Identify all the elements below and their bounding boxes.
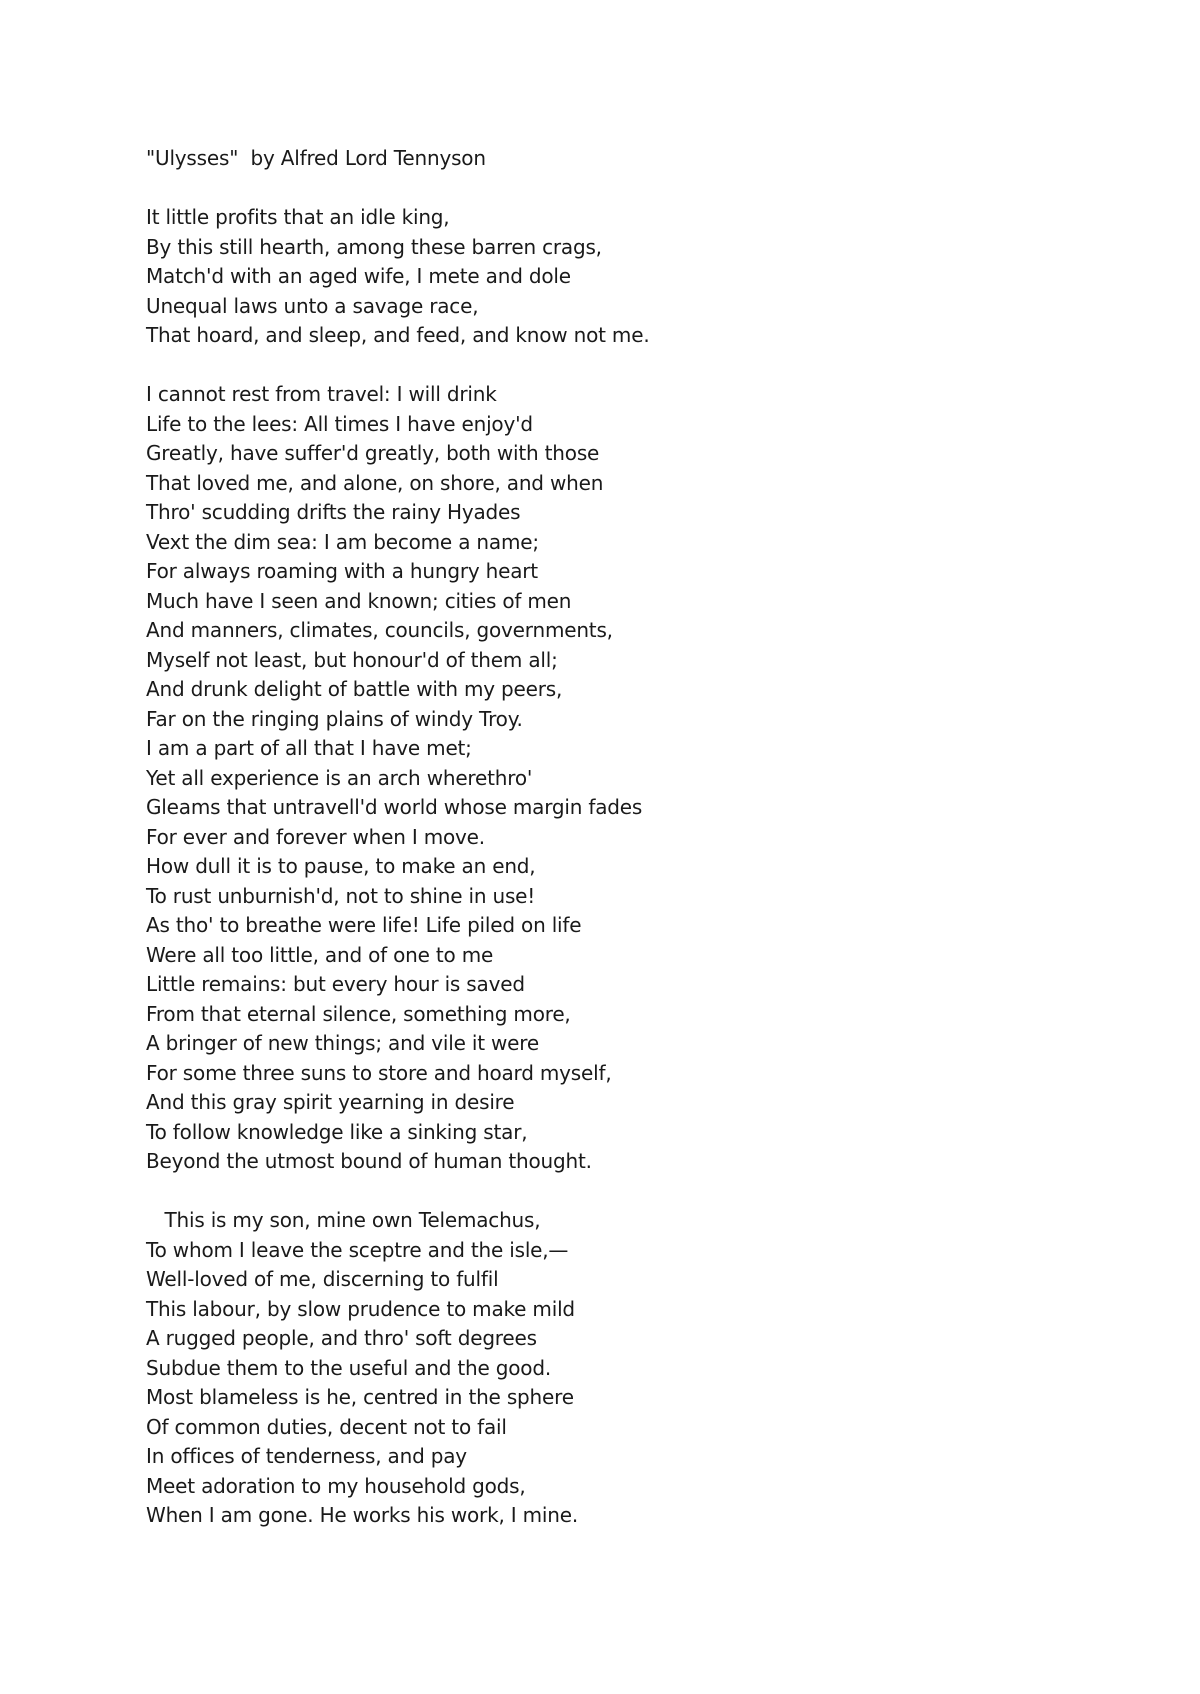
poem-line: Thro' scudding drifts the rainy Hyades bbox=[146, 500, 521, 524]
poem-line: Gleams that untravell'd world whose margin fades bbox=[146, 795, 643, 819]
poem-line: I cannot rest from travel: I will drink bbox=[146, 382, 497, 406]
poem-body bbox=[146, 144, 1106, 1531]
poem-title: "Ulysses" by Alfred Lord Tennyson bbox=[146, 146, 486, 170]
poem-line: As tho' to breathe were life! Life piled on life bbox=[146, 913, 582, 937]
poem-line: I am a part of all that I have met; bbox=[146, 736, 472, 760]
poem-line: Subdue them to the useful and the good. bbox=[146, 1355, 551, 1380]
poem-line: By this still hearth, among these barren crags, bbox=[146, 234, 602, 259]
poem-line: And this gray spirit yearning in desire bbox=[146, 1090, 515, 1114]
poem-line: When I am gone. He works his work, I mine. bbox=[146, 1503, 579, 1527]
poem-line: It little profits that an idle king, bbox=[146, 205, 450, 229]
poem-line: Most blameless is he, centred in the sphere bbox=[146, 1385, 574, 1409]
poem-line: For always roaming with a hungry heart bbox=[146, 559, 538, 583]
poem-line: That loved me, and alone, on shore, and when bbox=[146, 470, 604, 495]
poem-line: Myself not least, but honour'd of them all; bbox=[146, 647, 558, 672]
poem-line: Well-loved of me, discerning to fulfil bbox=[146, 1267, 499, 1291]
poem-line: A rugged people, and thro' soft degrees bbox=[146, 1326, 537, 1350]
poem-line: How dull it is to pause, to make an end, bbox=[146, 854, 536, 878]
poem-line: Life to the lees: All times I have enjoy'd bbox=[146, 411, 533, 436]
poem-line: Of common duties, decent not to fail bbox=[146, 1414, 507, 1439]
poem-line: For some three suns to store and hoard myself, bbox=[146, 1060, 612, 1085]
poem-line: To whom I leave the sceptre and the isle,— bbox=[146, 1237, 569, 1262]
stanza-1 bbox=[146, 203, 1106, 351]
poem-line: Vext the dim sea: I am become a name; bbox=[146, 529, 539, 554]
poem-line: A bringer of new things; and vile it were bbox=[146, 1031, 539, 1055]
poem-line: Yet all experience is an arch wherethro' bbox=[146, 765, 533, 790]
poem-line: Beyond the utmost bound of human thought. bbox=[146, 1149, 592, 1173]
poem-line: And manners, climates, councils, governments, bbox=[146, 618, 613, 642]
poem-line: Match'd with an aged wife, I mete and dole bbox=[146, 264, 571, 288]
poem-line: For ever and forever when I move. bbox=[146, 824, 485, 849]
poem-line: This labour, by slow prudence to make mild bbox=[146, 1296, 575, 1321]
poem-line: In offices of tenderness, and pay bbox=[146, 1444, 467, 1468]
poem-line: That hoard, and sleep, and feed, and know not me. bbox=[146, 323, 650, 347]
poem-line: From that eternal silence, something more, bbox=[146, 1001, 571, 1026]
poem-line: This is my son, mine own Telemachus, bbox=[146, 1208, 541, 1232]
stanza-3 bbox=[146, 1206, 1106, 1531]
poem-line: Were all too little, and of one to me bbox=[146, 942, 494, 967]
poem-line: Greatly, have suffer'd greatly, both with those bbox=[146, 441, 600, 465]
poem-line: Much have I seen and known; cities of men bbox=[146, 588, 572, 613]
poem-line: Unequal laws unto a savage race, bbox=[146, 293, 479, 318]
poem-line: Little remains: but every hour is saved bbox=[146, 972, 525, 996]
poem-line: Far on the ringing plains of windy Troy. bbox=[146, 706, 523, 731]
poem-line: And drunk delight of battle with my peers, bbox=[146, 677, 563, 701]
poem-line: To rust unburnish'd, not to shine in use! bbox=[146, 883, 536, 908]
poem-line: To follow knowledge like a sinking star, bbox=[146, 1119, 528, 1144]
poem-line: Meet adoration to my household gods, bbox=[146, 1473, 526, 1498]
stanza-2 bbox=[146, 380, 1106, 1177]
